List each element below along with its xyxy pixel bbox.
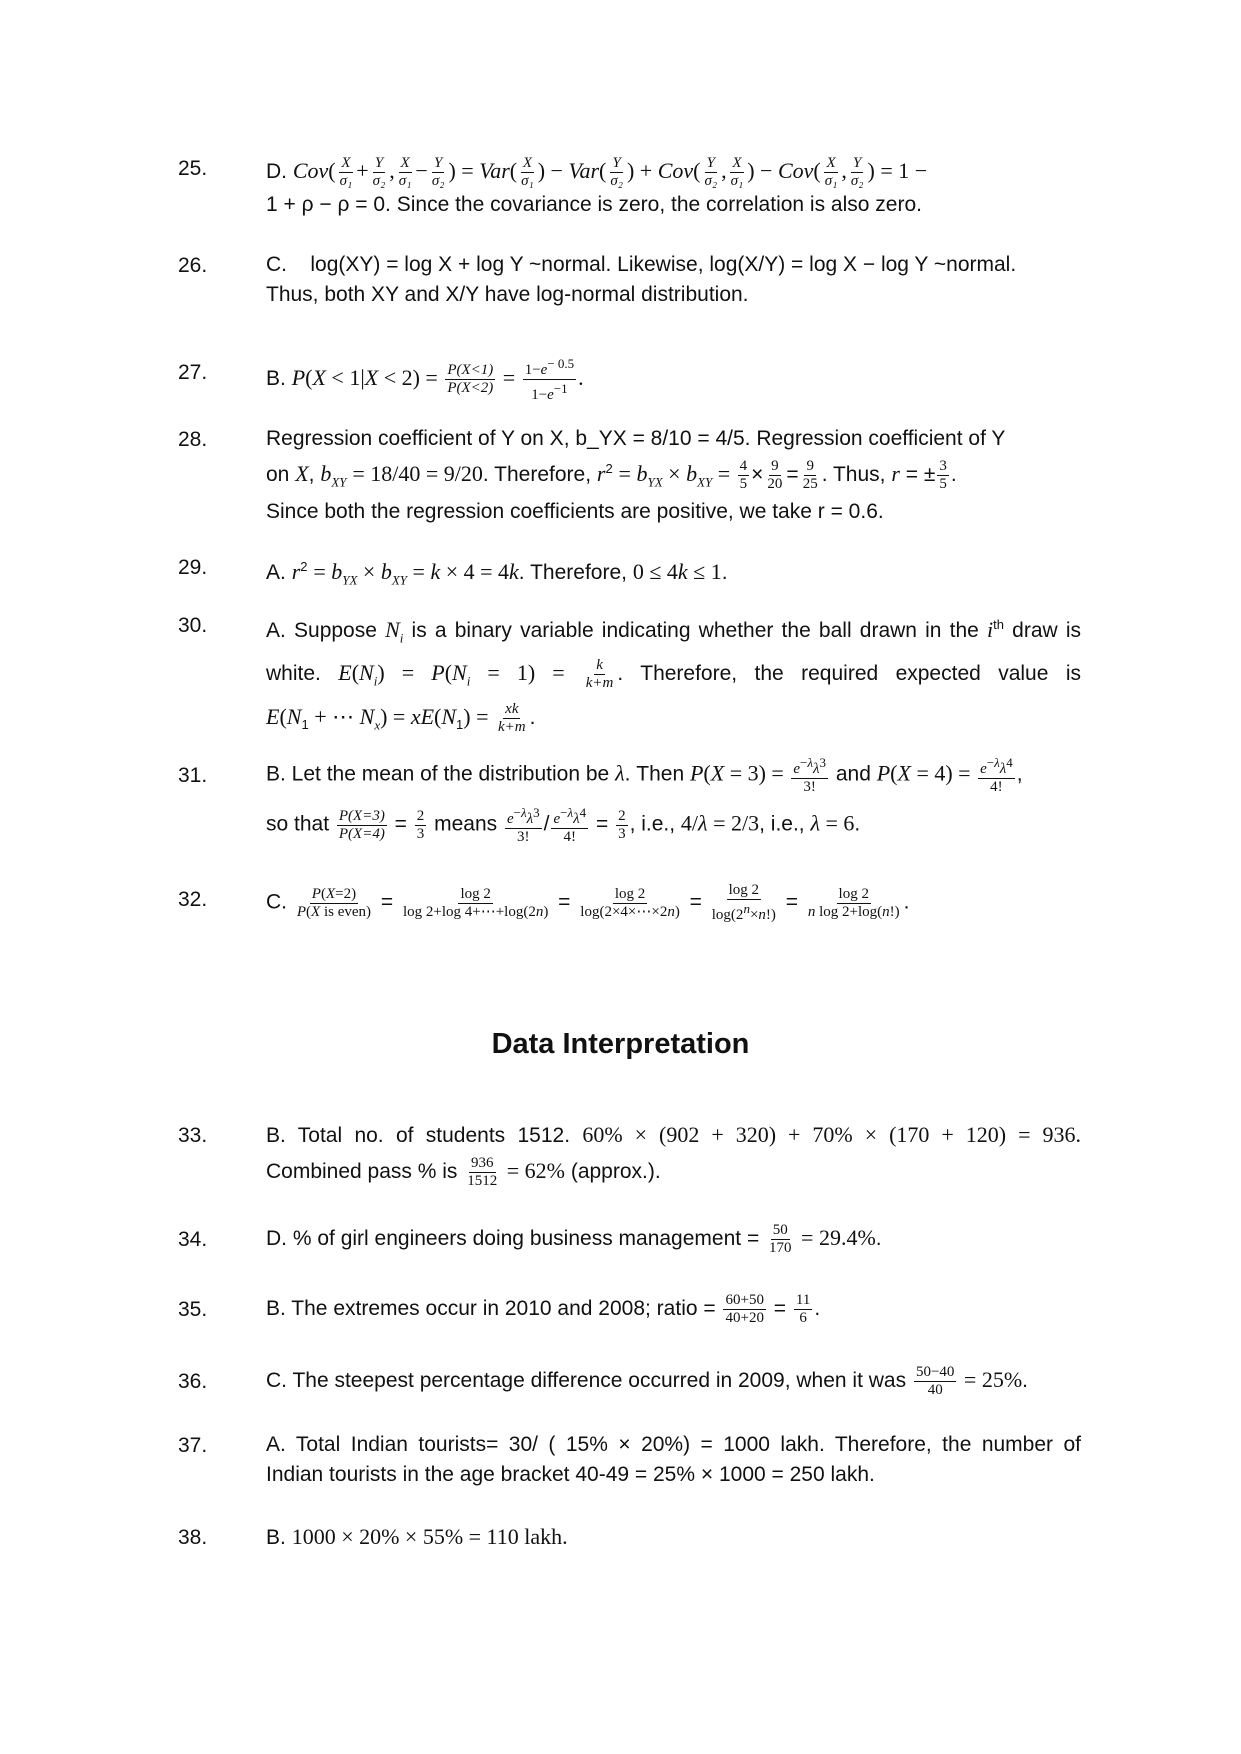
item-text [266, 882, 1096, 924]
item-number: 29. [178, 556, 208, 579]
item-number: 33. [178, 1124, 208, 1147]
item-number: 25. [178, 157, 208, 180]
item-number: 32. [178, 888, 208, 911]
item-number: 34. [178, 1228, 208, 1251]
item-number: 30. [178, 614, 208, 637]
item-line: A. Suppose $N_i$ is a binary variable indicating whether the ball drawn in the $i^{th}$ draw is [266, 617, 1081, 646]
item-text [266, 552, 1081, 595]
item-text [266, 610, 1081, 740]
item-line: C. $\frac{P(X=2)}{\text{P(X is even)}}$ = $\frac{\log 2}{\log 2+\log 4+\cdots+\log(2n)}$ = $\frac{\log 2}{\log(2\times 4\times\cdots\times 2n)}$ = $\frac{\log 2}{\log(2^n\times n!)}$ = $\frac{\log 2}{\text{n log 2+log(n!)}}$ . [266, 882, 910, 923]
item-number: 26. [178, 254, 208, 277]
item-line: A. $r^2 = b_{YX} \times b_{XY} = k \times 4 = 4k$. Therefore, 0 ≤ 4k ≤ 1. [266, 559, 728, 588]
item-line: C. The steepest percentage difference occurred in 2009, when it was $\frac{50-40}{40}$ = 25%. [266, 1364, 1028, 1398]
item-text [266, 424, 1081, 527]
item-line: D. Cov( $\frac{X}{\text{σ₁}}$ + $\frac{Y}{\text{σ₂}}$ , $\frac{X}{\text{σ₁}}$ − $\frac{Y}{\text{σ₂}}$ ) = Var( $\frac{X}{\text{σ₁}}$ ) − Var( $\frac{Y}{\text{σ₂}}$ ) + Cov( $\frac{Y}{\text{σ₂}}$ , $\frac{X}{\text{σ₁}}$ ) − Cov( $\frac{X}{\text{σ₁}}$ , $\frac{Y}{\text{σ₂}}$ ) = 1 − [266, 155, 928, 189]
item-line: B. 1000 × 20% × 55% = 110 lakh. [266, 1524, 568, 1549]
item-number: 31. [178, 764, 208, 787]
item-number: 38. [178, 1526, 208, 1549]
item-number: 27. [178, 361, 208, 384]
item-line: D. % of girl engineers doing business management = $\frac{50}{170}$ = 29.4%. [266, 1222, 882, 1256]
item-line: Regression coefficient of Y on X, b_YX = 8/10 = 4/5. Regression coefficient of Y [266, 427, 1006, 450]
item-text [266, 1292, 1081, 1327]
item-line: A. Total Indian tourists= 30/ ( 15% × 20%) = 1000 lakh. Therefore, the number of [266, 1433, 1081, 1456]
item-line: white. $E(N_i) = P(N_i = 1)$ = $\frac{k}{k+m}$ . Therefore, the required expected value is [266, 657, 1081, 692]
item-text [266, 1364, 1081, 1399]
item-text [266, 1222, 1081, 1257]
item-number: 36. [178, 1370, 208, 1393]
item-line: B. P(X < 1|X < 2) = $\frac{P(X<1)}{P(X<2)}$ = $\frac{1-e^{- 0.5}}{1-e^{-1}}$ . [266, 356, 584, 403]
item-line: 1 + ρ − ρ = 0. Since the covariance is zero, the correlation is also zero. [266, 193, 922, 216]
item-line: Combined pass % is $\frac{936}{1512}$ = 62% (approx.). [266, 1155, 661, 1189]
item-line: B. Total no. of students 1512. 60% × (902 + 320) + 70% × (170 + 120) = 936. [266, 1122, 1081, 1147]
item-number: 37. [178, 1434, 208, 1457]
item-text [266, 754, 1081, 846]
item-line: B. The extremes occur in 2010 and 2008; ratio = $\frac{60+50}{40+20}$ = $\frac{11}{6}$ . [266, 1292, 821, 1326]
item-line: C. log(XY) = log X + log Y ~normal. Likewise, log(X/Y) = log X − log Y ~normal. [266, 253, 1017, 276]
item-line: $E(N_1$ + ⋯ $N_x) = xE(N_1)$ = $\frac{xk}{k+m}$ . [266, 700, 536, 735]
item-line: B. Let the mean of the distribution be λ. Then P(X = 3) = $\frac{e^{-\lambda}\lambda^3}{3!}$ and P(X = 4) = $\frac{e^{-\lambda}\lambda^4}{4!}$ , [266, 755, 1023, 795]
item-line: Indian tourists in the age bracket 40-49 = 25% × 1000 = 250 lakh. [266, 1463, 875, 1486]
item-text [266, 250, 1081, 310]
item-line: Thus, both XY and X/Y have log-normal distribution. [266, 283, 749, 306]
item-text [266, 1522, 1081, 1553]
item-text [266, 355, 1081, 404]
item-text [266, 1430, 1081, 1490]
item-text [266, 1120, 1081, 1190]
item-number: 28. [178, 428, 208, 451]
item-line: so that $\frac{P(X=3)}{P(X=4)}$ = $\frac{2}{3}$ means $\frac{e^{-\lambda}\lambda^3}{3!}$ / $\frac{e^{-\lambda}\lambda^4}{4!}$ = $\frac{2}{3}$ , i.e., 4/λ = 2/3, i.e., λ = 6. [266, 805, 861, 845]
item-text [266, 155, 1081, 220]
section-title: Data Interpretation [491, 1028, 750, 1060]
item-line: on X, $b_{XY} = 18/40 = 9/20$. Therefore, $r^2 = b_{YX} \times b_{XY}$ = $\frac{4}{5}$ × $\frac{9}{20}$ = $\frac{9}{25}$ . Thus, r = ± $\frac{3}{5}$ . [266, 457, 957, 492]
item-number: 35. [178, 1298, 208, 1321]
item-line: Since both the regression coefficients are positive, we take r = 0.6. [266, 500, 884, 524]
